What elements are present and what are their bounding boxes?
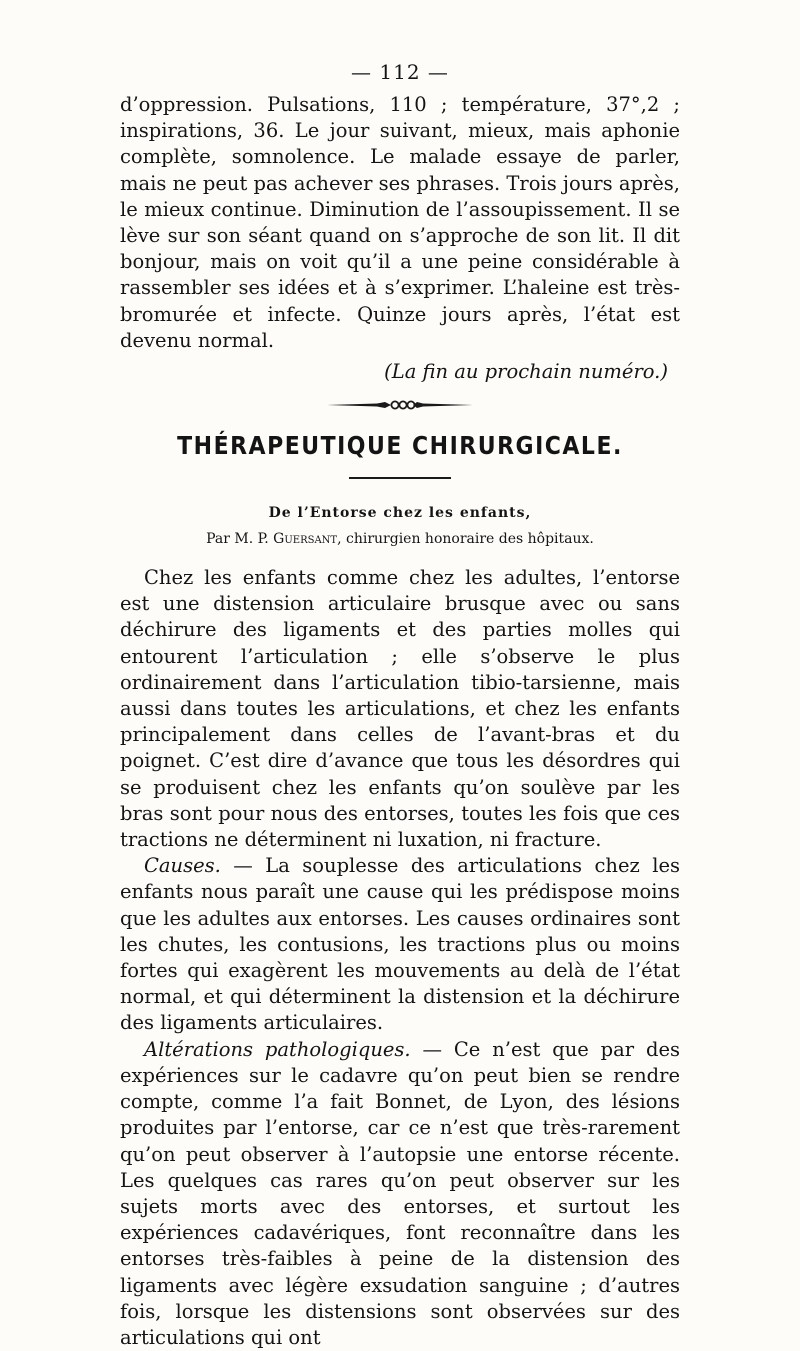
byline [120, 531, 680, 547]
page-number: — 112 — [351, 60, 449, 84]
causes-label: Causes. [144, 854, 221, 878]
ornament-icon [325, 398, 475, 412]
alterations-label: Altérations pathologiques. [144, 1037, 411, 1061]
byline-suffix: , chirurgien honoraire des hôpitaux. [337, 531, 594, 548]
article-title: De l’Entorse chez les enfants, [268, 505, 532, 522]
section-title: THÉRAPEUTIQUE CHIRURGICALE. [177, 432, 623, 461]
alterations-text: — Ce n’est que par des expériences sur le cadavre qu’on peut bien se rendre compte, comme l’a fait Bonnet, de Lyon, des lésions produites par l’entorse, car ce n’est que très-rarement qu’on peut observer à l’autopsie une entorse récente. Les quelques cas rares qu’on peut observer sur les sujets morts avec des entorses, et surtout les expériences cadavériques, font reconnaître dans les entorses très-faibles à peine de la distension des ligaments avec légère exsudation sanguine ; d’autres fois, lorsque les distensions sont observées sur des articulations qui ont [120, 1037, 680, 1349]
title-rule [349, 477, 451, 479]
ornamental-divider [120, 398, 680, 412]
causes-text: — La souplesse des articulations chez les enfants nous paraît une cause qui les prédispose moins que les adultes aux entorses. Les causes ordinaires sont les chutes, les contusions, les tractions plus ou moins fortes qui exagèrent les mouvements au delà de l’état normal, et qui déterminent la distension et la déchirure des ligaments articulaires. [120, 854, 680, 1035]
alterations-paragraph [120, 1037, 680, 1351]
intro-paragraph: Chez les enfants comme chez les adultes, l’entorse est une distension articulaire brusque avec ou sans déchirure des ligaments et des parties molles qui entourent l’articulation ; elle s’observe le plus ordinairement dans l’articulation tibio-tarsienne, mais aussi dans toutes les articulations, et chez les enfants principalement dans celles de l’avant-bras et du poignet. C’est dire d’avance que tous les désordres qui se produisent chez les enfants qu’on soulève par les bras sont pour nous des entorses, toutes les fois que ces tractions ne déterminent ni luxation, ni fracture. [120, 566, 680, 852]
continuation-note: (La fin au prochain numéro.) [384, 360, 668, 384]
causes-paragraph [120, 853, 680, 1036]
opening-paragraph: d’oppression. Pulsations, 110 ; température, 37°,2 ; inspirations, 36. Le jour suivant, mieux, mais aphonie complète, somnolence. Le malade essaye de parler, mais ne peut pas achever ses phrases. Trois jours après, le mieux continue. Diminution de l’assoupissement. Il se lève sur son séant quand on s’approche de son lit. Il dit bonjour, mais on voit qu’il a une peine considérable à rassembler ses idées et à s’exprimer. L’haleine est très-bromurée et infecte. Quinze jours après, l’état est devenu normal. [120, 93, 680, 352]
byline-prefix: Par M. P. [206, 531, 269, 548]
book-page [120, 60, 680, 1351]
byline-author: Guersant [273, 531, 338, 548]
